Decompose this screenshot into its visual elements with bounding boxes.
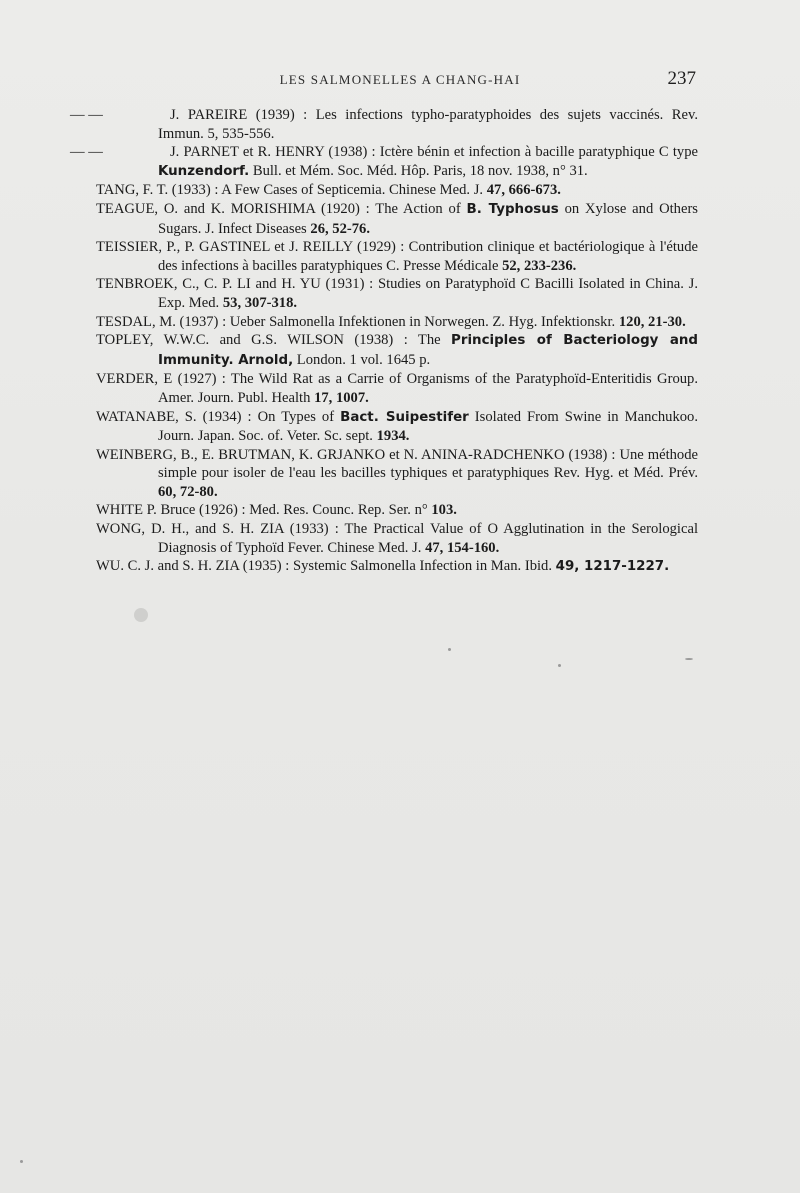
reference-text: J. PAREIRE (1939) : Les infections typho-paratyphoides des sujets vaccinés. Rev. Immun. xyxy=(158,107,698,142)
reference-teissier xyxy=(96,238,698,275)
reference-white xyxy=(96,501,698,520)
reference-text: WEINBERG, B., E. BRUTMAN, K. GRJANKO et N. ANINA-RADCHENKO (1938) : Une méthode simple pour isoler de l'eau les bacilles typhiques et paratyphiques Rev. Hyg. et Méd. Prév. xyxy=(96,446,698,482)
reference-text: WHITE P. Bruce (1926) : Med. Res. Counc. Rep. Ser. n° xyxy=(96,502,432,519)
reference-emphasis: 17, 1007. xyxy=(314,389,369,406)
scan-speck xyxy=(558,664,561,667)
reference-text: London. 1 vol. 1645 p. xyxy=(293,351,431,368)
reference-pareire xyxy=(70,106,698,143)
reference-emphasis: 1934. xyxy=(376,428,410,445)
reference-verder xyxy=(96,370,698,407)
reference-emphasis: Principles of Bacteriology and Immunity. Arnold, xyxy=(158,333,698,368)
reference-text: J. PARNET et R. HENRY (1938) : Ictère bénin et infection à bacille paratyphique C type xyxy=(170,144,698,161)
reference-emphasis: B. Typhosus xyxy=(466,201,559,217)
reference-emphasis: 26, 52-76. xyxy=(310,220,370,237)
reference-text: WU. C. J. and S. H. ZIA (1935) : Systemic Salmonella Infection in Man. Ibid. xyxy=(96,558,556,575)
reference-text: TESDAL, M. (1937) : Ueber Salmonella Infektionen in Norwegen. Z. Hyg. Infektionskr. xyxy=(96,313,619,330)
reference-text: Isolated From Swine in Manchukoo. Journ. Japan. Soc. of. Veter. Sc. sept. xyxy=(158,408,698,445)
reference-teague xyxy=(96,200,698,238)
reference-text: TANG, F. T. (1933) : A Few Cases of Septicemia. Chinese Med. J. xyxy=(96,182,487,199)
reference-wong xyxy=(96,520,698,557)
reference-parnet xyxy=(70,143,698,181)
scan-blot xyxy=(134,608,148,622)
reference-topley xyxy=(96,331,698,370)
reference-emphasis: 47, 154-160. xyxy=(425,539,500,556)
reference-emphasis: 53, 307-318. xyxy=(222,294,298,311)
reference-tang xyxy=(96,181,698,200)
reference-text: WATANABE, S. (1934) : On Types of xyxy=(96,408,341,425)
scan-speck xyxy=(685,658,693,660)
reference-emphasis: Bact. Suipestifer xyxy=(340,409,469,425)
reference-text: TEAGUE, O. and K. MORISHIMA (1920) : The Action of xyxy=(96,200,467,217)
reference-emphasis: 103. xyxy=(431,502,457,519)
reference-list xyxy=(70,106,698,577)
reference-watanabe xyxy=(96,408,698,446)
reference-emphasis: 60, 72-80. xyxy=(158,483,218,500)
page-header xyxy=(0,68,800,92)
reference-emphasis: 49, 1217-1227. xyxy=(555,559,670,575)
reference-emphasis: 52, 233-236. xyxy=(502,257,577,274)
page-number: 237 xyxy=(667,68,696,89)
ditto-dash: — — xyxy=(70,107,103,123)
reference-emphasis: 120, 21-30. xyxy=(618,313,686,330)
ditto-dash: — — xyxy=(70,144,103,161)
reference-text: Bull. et Mém. Soc. Méd. Hôp. Paris, 18 nov. 1938, n° 31. xyxy=(249,162,588,179)
running-title: LES SALMONELLES A CHANG-HAI xyxy=(279,72,521,87)
reference-text: VERDER, E (1927) : The Wild Rat as a Carrie of Organisms of the Paratyphoïd-Enteritidis Group. Amer. Journ. Publ. Health xyxy=(96,371,698,406)
reference-emphasis: Kunzendorf. xyxy=(158,163,250,179)
scan-speck xyxy=(448,648,451,651)
reference-text: on Xylose and Others Sugars. J. Infect Diseases xyxy=(158,200,698,237)
reference-wu xyxy=(96,557,698,577)
reference-tenbroek xyxy=(96,275,698,312)
reference-text: TENBROEK, C., C. P. LI and H. YU (1931) : Studies on Paratyphoïd C Bacilli Isolated in China. J. Exp. Med. xyxy=(96,276,698,311)
reference-weinberg xyxy=(96,446,698,502)
reference-text: TOPLEY, W.W.C. and G.S. WILSON (1938) : The xyxy=(96,332,452,349)
scan-speck xyxy=(20,1160,23,1163)
reference-text: WONG, D. H., and S. H. ZIA (1933) : The Practical Value of O Agglutination in the Serological Diagnosis of Typhoïd Fever. Chinese Med. J. xyxy=(96,521,698,556)
reference-text: TEISSIER, P., P. GASTINEL et J. REILLY (1929) : Contribution clinique et bactériologique à l'étude des infections à bacilles paratyphiques C. Presse Médicale xyxy=(96,239,698,274)
reference-text: 5, 535-556. xyxy=(207,125,275,142)
reference-emphasis: 47, 666-673. xyxy=(486,182,561,199)
reference-tesdal xyxy=(96,313,698,332)
